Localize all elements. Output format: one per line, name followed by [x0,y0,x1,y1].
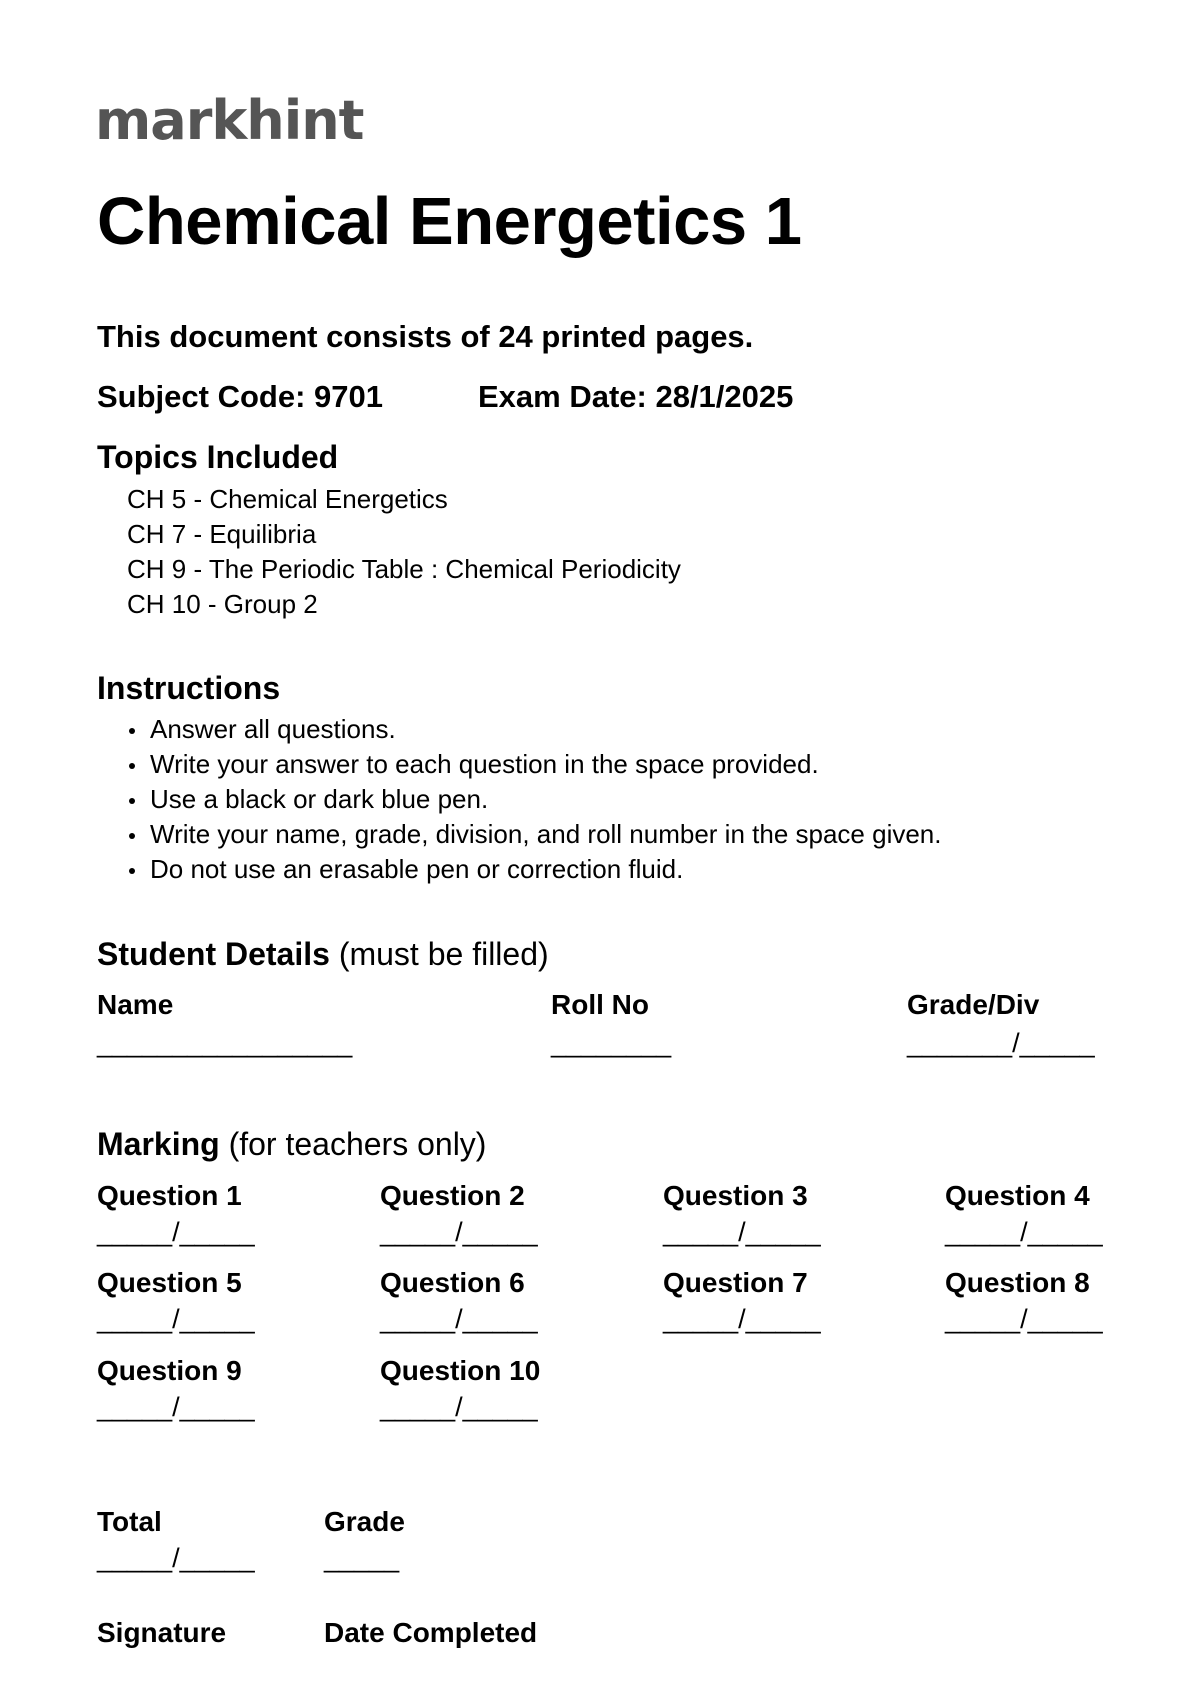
instructions-list [150,712,942,887]
question-5-label: Question 5 [97,1267,242,1298]
grade-field[interactable]: _____ [324,1543,400,1573]
question-4-label: Question 4 [945,1180,1090,1211]
grade-div-field[interactable]: _______/_____ [907,1028,1095,1058]
markhint-logo: markhint [95,89,364,152]
student-details-title: Student Details [97,936,330,972]
signature-label: Signature [97,1617,227,1648]
topics-heading: Topics Included [97,439,339,475]
question-10-label: Question 10 [380,1355,541,1386]
marking-note: (for teachers only) [228,1126,487,1162]
question-7-label: Question 7 [663,1267,808,1298]
instruction-item: Write your answer to each question in the space provided. [150,747,942,782]
name-field[interactable]: _________________ [97,1028,353,1058]
topics-list [127,482,681,622]
question-10-score[interactable]: _____/_____ [380,1392,538,1422]
roll-no-label: Roll No [551,989,649,1020]
name-label: Name [97,989,174,1020]
question-8-label: Question 8 [945,1267,1090,1298]
question-8-score[interactable]: _____/_____ [945,1304,1103,1334]
question-1-score[interactable]: _____/_____ [97,1217,255,1247]
total-label: Total [97,1506,162,1537]
grade-label: Grade [324,1506,405,1537]
student-details-note: (must be filled) [338,936,549,972]
marking-heading [97,1128,486,1160]
topic-item: CH 10 - Group 2 [127,589,318,619]
exam-date: Exam Date: 28/1/2025 [478,379,794,414]
question-5-score[interactable]: _____/_____ [97,1304,255,1334]
instructions-heading: Instructions [97,670,281,706]
question-6-score[interactable]: _____/_____ [380,1304,538,1334]
date-completed-label: Date Completed [324,1617,538,1648]
instruction-item: Answer all questions. [150,712,942,747]
marking-title: Marking [97,1126,220,1162]
question-3-score[interactable]: _____/_____ [663,1217,821,1247]
question-9-score[interactable]: _____/_____ [97,1392,255,1422]
total-score[interactable]: _____/_____ [97,1543,255,1573]
question-9-label: Question 9 [97,1355,242,1386]
topic-item: CH 9 - The Periodic Table : Chemical Periodicity [127,554,681,584]
instruction-item: Do not use an erasable pen or correction fluid. [150,852,942,887]
question-2-score[interactable]: _____/_____ [380,1217,538,1247]
question-1-label: Question 1 [97,1180,242,1211]
subject-code: Subject Code: 9701 [97,379,383,414]
question-2-label: Question 2 [380,1180,525,1211]
question-7-score[interactable]: _____/_____ [663,1304,821,1334]
question-4-score[interactable]: _____/_____ [945,1217,1103,1247]
topic-item: CH 7 - Equilibria [127,519,317,549]
instruction-item: Use a black or dark blue pen. [150,782,942,817]
roll-no-field[interactable]: ________ [551,1028,672,1058]
document-title: Chemical Energetics 1 [97,184,802,259]
instruction-item: Write your name, grade, division, and roll number in the space given. [150,817,942,852]
grade-div-label: Grade/Div [907,989,1040,1020]
question-6-label: Question 6 [380,1267,525,1298]
question-3-label: Question 3 [663,1180,808,1211]
topic-item: CH 5 - Chemical Energetics [127,484,448,514]
student-details-heading [97,938,549,970]
page-count-note: This document consists of 24 printed pages. [97,319,754,354]
